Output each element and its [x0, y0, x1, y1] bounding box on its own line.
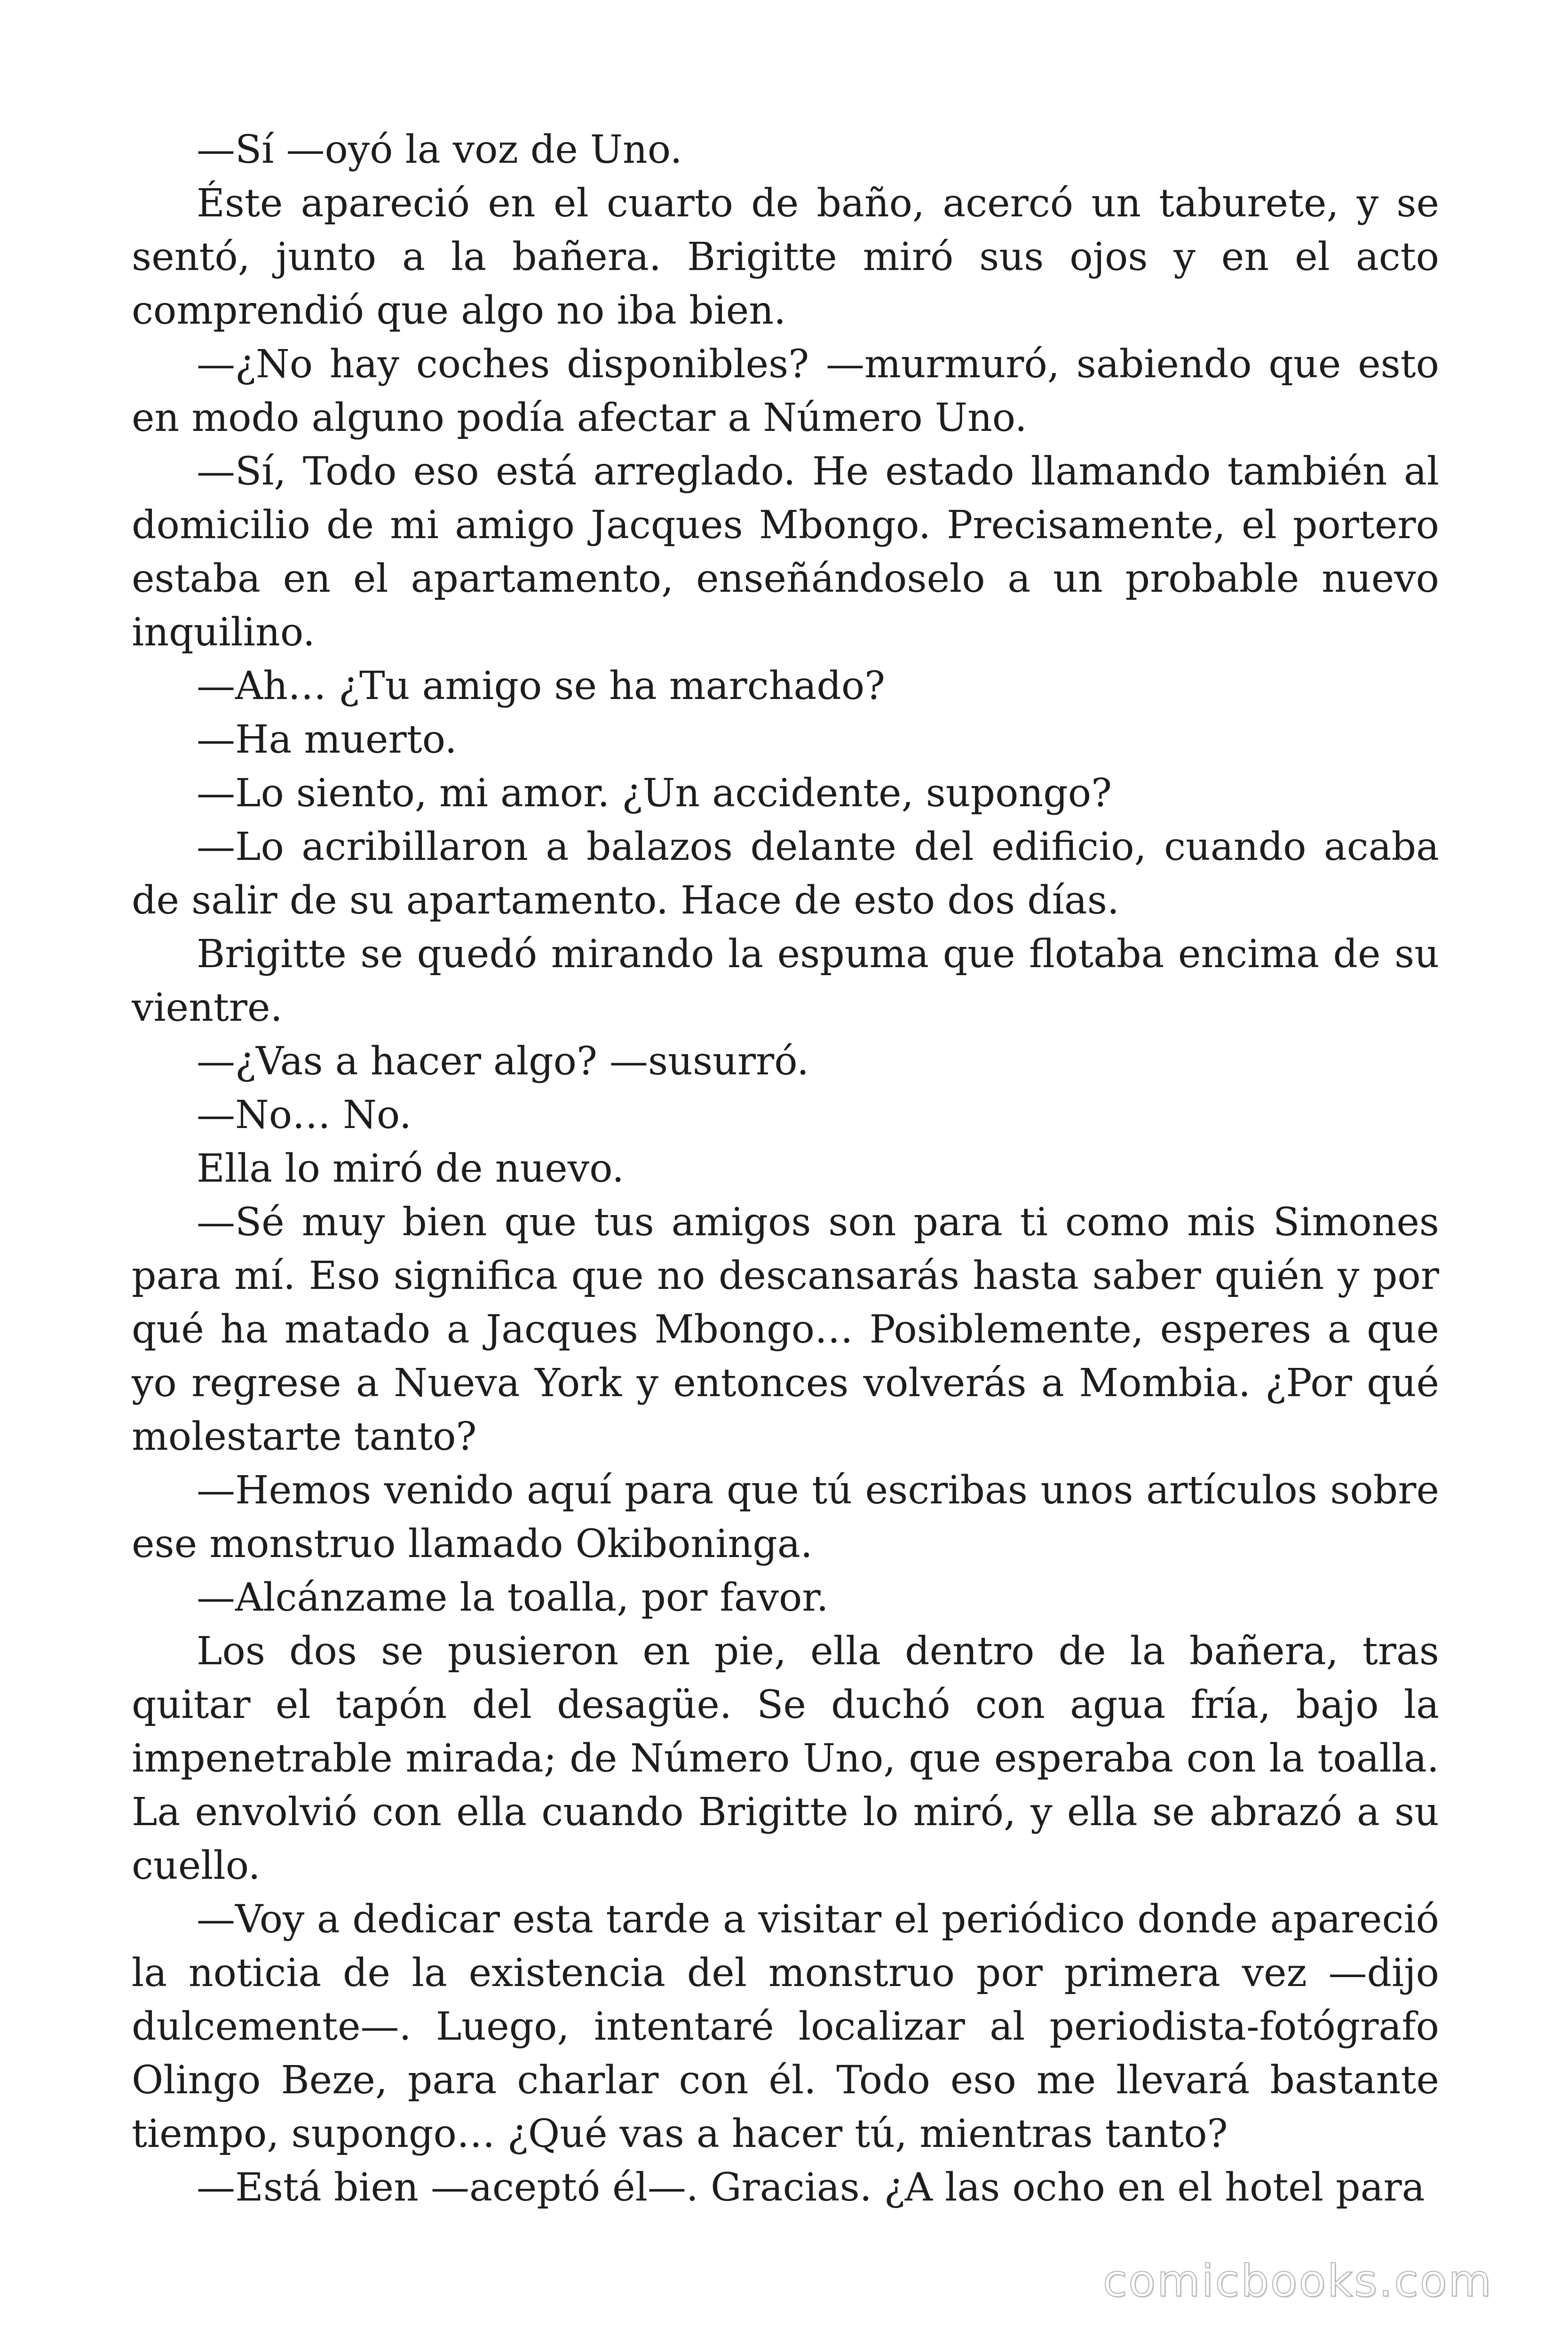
paragraph: —Sí, Todo eso está arreglado. He estado llamando también al domicilio de mi amigo Jacques Mbongo. Precisamente, el portero estaba en el apartamento, enseñándoselo a un probable nuevo inquilino. — [132, 449, 1439, 655]
paragraph: —Voy a dedicar esta tarde a visitar el periódico donde apareció la noticia de la existencia del monstruo por primera vez —dijo dulcemente—. Luego, intentaré localizar al periodista-fotógrafo Olingo Beze, para charlar con él. Todo eso me llevará bastante tiempo, supongo… ¿Qué vas a hacer tú, mientras tanto? — [132, 1897, 1439, 2156]
body-text — [132, 123, 1439, 2215]
paragraph: —Hemos venido aquí para que tú escribas unos artículos sobre ese monstruo llamado Okiboninga. — [132, 1468, 1439, 1566]
paragraph: —Ah… ¿Tu amigo se ha marchado? — [197, 664, 886, 708]
paragraph: —Lo siento, mi amor. ¿Un accidente, supongo? — [197, 771, 1112, 816]
paragraph: —Sí —oyó la voz de Uno. — [197, 127, 682, 172]
paragraph: —Sé muy bien que tus amigos son para ti como mis Simones para mí. Eso significa que no descansarás hasta saber quién y por qué ha matado a Jacques Mbongo… Posiblemente, esperes a que yo regrese a Nueva York y entonces volverás a Mombia. ¿Por qué molestarte tanto? — [132, 1200, 1439, 1459]
paragraph: —Ha muerto. — [197, 717, 457, 762]
watermark: comicbooks.com — [1102, 2256, 1493, 2307]
paragraph: —Lo acribillaron a balazos delante del edificio, cuando acaba de salir de su apartamento. Hace de esto dos días. — [132, 825, 1439, 923]
paragraph: —Está bien —aceptó él—. Gracias. ¿A las ocho en el hotel para — [197, 2165, 1425, 2210]
paragraph: Brigitte se quedó mirando la espuma que flotaba encima de su vientre. — [132, 932, 1439, 1030]
paragraph: —¿No hay coches disponibles? —murmuró, sabiendo que esto en modo alguno podía afectar a Número Uno. — [132, 342, 1439, 440]
paragraph: Éste apareció en el cuarto de baño, acercó un taburete, y se sentó, junto a la bañera. Brigitte miró sus ojos y en el acto comprendió que algo no iba bien. — [132, 181, 1439, 333]
paragraph: —¿Vas a hacer algo? —susurró. — [197, 1039, 809, 1084]
paragraph: Los dos se pusieron en pie, ella dentro de la bañera, tras quitar el tapón del desagüe. Se duchó con agua fría, bajo la impenetrable mirada; de Número Uno, que esperaba con la toalla. La envolvió con ella cuando Brigitte lo miró, y ella se abrazó a su cuello. — [132, 1629, 1439, 1888]
paragraph: —Alcánzame la toalla, por favor. — [197, 1575, 829, 1620]
paragraph: —No… No. — [197, 1093, 412, 1137]
paragraph: Ella lo miró de nuevo. — [197, 1146, 625, 1191]
